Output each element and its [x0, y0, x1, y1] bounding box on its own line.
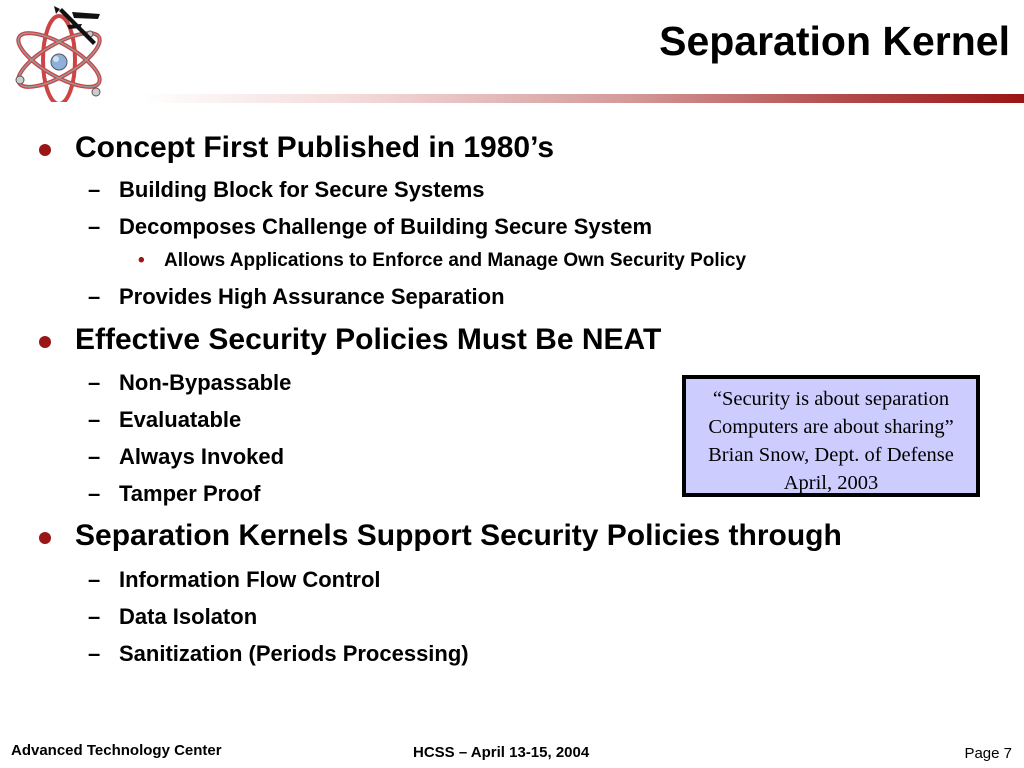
bullet-level2: Data Isolaton [119, 604, 258, 629]
dot-marker: • [138, 250, 145, 271]
dash-marker: – [88, 604, 101, 629]
dash-marker: – [88, 407, 101, 432]
bullet-level2: Decomposes Challenge of Building Secure System [119, 214, 653, 239]
bullet-marker [39, 336, 51, 348]
quote-line: Computers are about sharing” [708, 416, 954, 438]
dash-marker: – [88, 444, 101, 469]
quote-line: “Security is about separation [712, 388, 950, 410]
quote-date: April, 2003 [783, 472, 879, 494]
dash-marker: – [88, 214, 101, 239]
bullet-level1: Effective Security Policies Must Be NEAT [75, 323, 662, 356]
bullet-level3: Allows Applications to Enforce and Manage Own Security Policy [164, 250, 747, 271]
bullet-level2: Non-Bypassable [119, 370, 292, 395]
bullet-level2: Evaluatable [119, 407, 242, 432]
bullet-level2: Building Block for Secure Systems [119, 177, 485, 202]
bullet-level2: Tamper Proof [119, 481, 261, 506]
bullet-level1: Concept First Published in 1980’s [75, 131, 555, 164]
bullet-marker [39, 144, 51, 156]
dash-marker: – [88, 481, 101, 506]
dash-marker: – [88, 567, 101, 592]
footer-event: HCSS – April 13-15, 2004 [413, 744, 590, 761]
slide-title: Separation Kernel [659, 18, 1010, 64]
bullet-marker [39, 532, 51, 544]
quote-box [682, 375, 980, 497]
dash-marker: – [88, 641, 101, 666]
dash-marker: – [88, 177, 101, 202]
bullet-level1: Separation Kernels Support Security Policies through [75, 519, 842, 552]
page-number: Page 7 [964, 745, 1012, 762]
bullet-level2: Information Flow Control [119, 567, 381, 592]
footer-organization: Advanced Technology Center [11, 742, 222, 759]
bullet-level2: Always Invoked [119, 444, 285, 469]
bullet-level2: Provides High Assurance Separation [119, 284, 505, 309]
quote-attribution: Brian Snow, Dept. of Defense [708, 444, 954, 466]
dash-marker: – [88, 284, 101, 309]
bullet-level2: Sanitization (Periods Processing) [119, 641, 469, 666]
dash-marker: – [88, 370, 101, 395]
